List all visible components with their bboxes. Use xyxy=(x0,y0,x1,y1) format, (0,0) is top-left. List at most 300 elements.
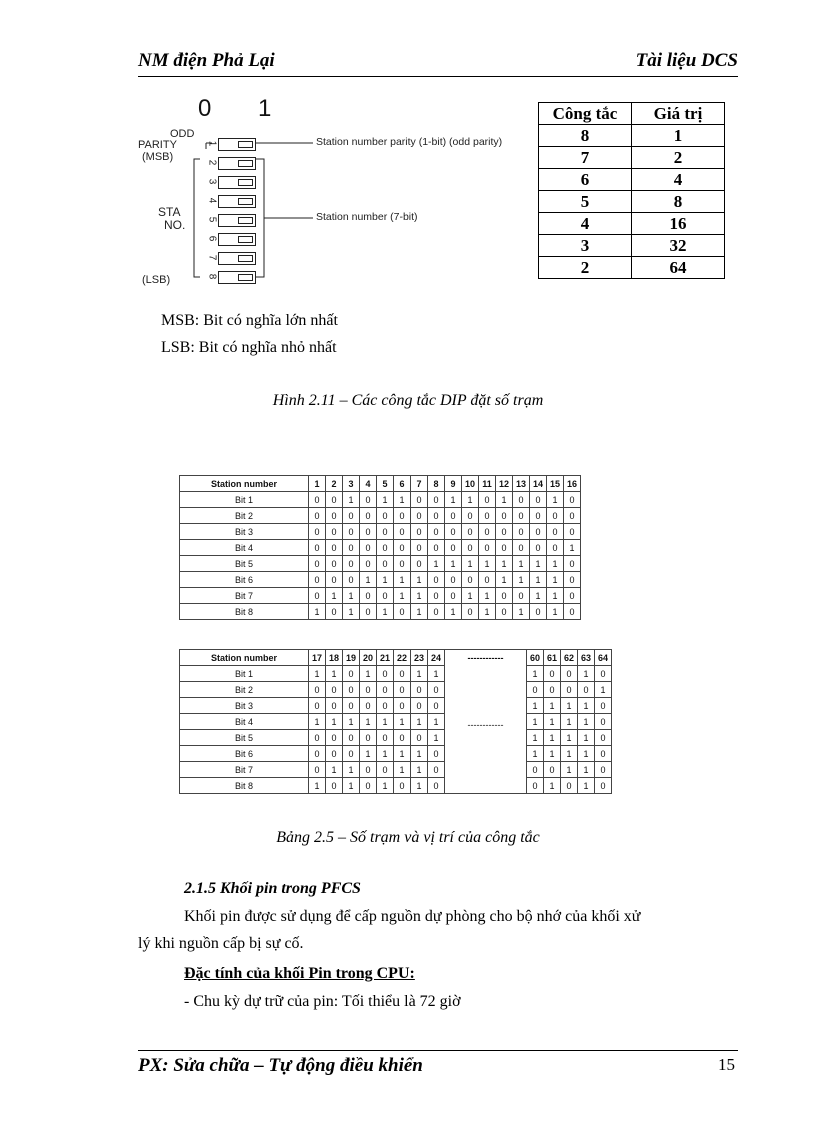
bit-cell: 0 xyxy=(343,556,360,572)
bit-cell: 1 xyxy=(479,556,496,572)
bit-cell: 1 xyxy=(561,714,578,730)
bit-cell: 1 xyxy=(479,588,496,604)
gap-cell xyxy=(445,698,527,714)
value-table-row xyxy=(539,169,725,191)
dip-switch-5 xyxy=(218,214,256,227)
column-header: 12 xyxy=(496,476,513,492)
bit-cell: 0 xyxy=(496,588,513,604)
page-header xyxy=(138,50,738,74)
column-header: 9 xyxy=(445,476,462,492)
station-table-2 xyxy=(179,649,612,794)
bit-cell: 1 xyxy=(544,778,561,794)
bit-cell: 0 xyxy=(530,492,547,508)
bit-cell: 0 xyxy=(564,524,581,540)
bit-cell: 0 xyxy=(496,508,513,524)
bit-cell: 0 xyxy=(326,604,343,620)
bit-cell: 0 xyxy=(479,572,496,588)
bit-cell: 0 xyxy=(411,556,428,572)
value-cell: 64 xyxy=(632,257,725,279)
col-1-label: 1 xyxy=(258,95,272,122)
bit-cell: 0 xyxy=(309,698,326,714)
switch-cell: 8 xyxy=(539,125,632,147)
bit-cell: 1 xyxy=(411,666,428,682)
column-header: 8 xyxy=(428,476,445,492)
bit-cell: 0 xyxy=(343,572,360,588)
paragraph-line-1: Khối pin được sử dụng để cấp nguồn dự phòng cho bộ nhớ của khối xử xyxy=(184,908,641,925)
bit-cell: 0 xyxy=(530,524,547,540)
bit-cell: 1 xyxy=(343,588,360,604)
bit-cell: 0 xyxy=(360,730,377,746)
bit-cell: 1 xyxy=(527,666,544,682)
switch-number-3: 3 xyxy=(206,178,218,185)
table-row xyxy=(180,572,581,588)
bit-cell: 1 xyxy=(343,492,360,508)
bit-cell: 1 xyxy=(377,714,394,730)
row-label: Bit 5 xyxy=(180,556,309,572)
bit-cell: 0 xyxy=(377,698,394,714)
bit-cell: 0 xyxy=(428,746,445,762)
bit-cell: 0 xyxy=(394,508,411,524)
bit-cell: 0 xyxy=(360,682,377,698)
table-header-row xyxy=(180,650,612,666)
bit-cell: 0 xyxy=(428,508,445,524)
value-table-header-value: Giá trị xyxy=(632,103,725,125)
bit-cell: 1 xyxy=(343,762,360,778)
column-header: 15 xyxy=(547,476,564,492)
bit-cell: 1 xyxy=(445,492,462,508)
row-label: Bit 7 xyxy=(180,588,309,604)
value-cell: 2 xyxy=(632,147,725,169)
bit-cell: 0 xyxy=(394,698,411,714)
bit-cell: 1 xyxy=(428,556,445,572)
bit-cell: 0 xyxy=(530,604,547,620)
bit-cell: 0 xyxy=(561,682,578,698)
bit-cell: 1 xyxy=(547,556,564,572)
bit-cell: 0 xyxy=(428,604,445,620)
switch-number-8: 8 xyxy=(206,273,218,280)
bit-cell: 1 xyxy=(527,714,544,730)
bit-cell: 1 xyxy=(547,572,564,588)
table-row xyxy=(180,666,612,682)
no-label: NO. xyxy=(164,218,186,232)
table-row xyxy=(180,746,612,762)
bit-cell: 1 xyxy=(530,588,547,604)
gap-cell xyxy=(445,778,527,794)
parity-label: PARITY xyxy=(138,139,177,151)
bit-cell: 1 xyxy=(411,588,428,604)
bit-cell: 0 xyxy=(360,492,377,508)
section-heading: 2.1.5 Khối pin trong PFCS xyxy=(184,880,361,897)
bit-cell: 0 xyxy=(564,604,581,620)
value-table-row xyxy=(539,147,725,169)
row-label: Bit 8 xyxy=(180,778,309,794)
bit-cell: 1 xyxy=(564,540,581,556)
bit-cell: 0 xyxy=(394,604,411,620)
value-table-row xyxy=(539,191,725,213)
switch-cell: 6 xyxy=(539,169,632,191)
bit-cell: 1 xyxy=(561,730,578,746)
row-label: Bit 6 xyxy=(180,572,309,588)
bit-cell: 1 xyxy=(377,604,394,620)
bit-cell: 0 xyxy=(326,540,343,556)
bit-cell: 0 xyxy=(360,524,377,540)
bit-cell: 0 xyxy=(428,762,445,778)
bit-cell: 0 xyxy=(411,524,428,540)
header-label: Station number xyxy=(180,476,309,492)
row-label: Bit 1 xyxy=(180,492,309,508)
bit-cell: 0 xyxy=(411,698,428,714)
bit-cell: 0 xyxy=(326,698,343,714)
value-table-row xyxy=(539,213,725,235)
bit-cell: 0 xyxy=(326,746,343,762)
table-header-row xyxy=(180,476,581,492)
col-0-label: 0 xyxy=(198,95,212,122)
header-right: Tài liệu DCS xyxy=(635,50,738,71)
bit-cell: 0 xyxy=(309,508,326,524)
bit-cell: 1 xyxy=(527,730,544,746)
column-header: 11 xyxy=(479,476,496,492)
bit-cell: 0 xyxy=(343,698,360,714)
column-header: 7 xyxy=(411,476,428,492)
column-header: 16 xyxy=(564,476,581,492)
bit-cell: 1 xyxy=(411,746,428,762)
bit-cell: 0 xyxy=(561,666,578,682)
bit-cell: 0 xyxy=(309,572,326,588)
gap-cell: ------------ xyxy=(445,714,527,730)
bit-cell: 0 xyxy=(394,540,411,556)
bit-cell: 1 xyxy=(377,778,394,794)
bit-cell: 0 xyxy=(547,540,564,556)
bit-cell: 0 xyxy=(445,588,462,604)
dip-switch-4 xyxy=(218,195,256,208)
bit-cell: 1 xyxy=(343,778,360,794)
bit-cell: 0 xyxy=(360,698,377,714)
bit-cell: 0 xyxy=(547,508,564,524)
bit-cell: 0 xyxy=(377,762,394,778)
bit-cell: 1 xyxy=(309,714,326,730)
bit-cell: 0 xyxy=(411,540,428,556)
column-header: 5 xyxy=(377,476,394,492)
bit-cell: 0 xyxy=(445,524,462,540)
number-description: Station number (7-bit) xyxy=(316,211,418,223)
bit-cell: 1 xyxy=(326,588,343,604)
bit-cell: 0 xyxy=(360,556,377,572)
bit-cell: 1 xyxy=(513,604,530,620)
column-header: 61 xyxy=(544,650,561,666)
bit-cell: 1 xyxy=(445,604,462,620)
bit-cell: 1 xyxy=(544,698,561,714)
table-row xyxy=(180,492,581,508)
dip-switch-7 xyxy=(218,252,256,265)
table-row xyxy=(180,540,581,556)
table-row xyxy=(180,588,581,604)
bit-cell: 1 xyxy=(561,746,578,762)
column-header: 62 xyxy=(561,650,578,666)
bit-cell: 0 xyxy=(513,492,530,508)
bit-cell: 0 xyxy=(428,524,445,540)
bit-cell: 0 xyxy=(309,682,326,698)
column-header: 63 xyxy=(578,650,595,666)
column-header: 10 xyxy=(462,476,479,492)
switch-number-4: 4 xyxy=(206,197,218,204)
bit-cell: 0 xyxy=(343,666,360,682)
bit-cell: 0 xyxy=(411,492,428,508)
bit-cell: 0 xyxy=(496,524,513,540)
bit-cell: 1 xyxy=(360,746,377,762)
column-header: 23 xyxy=(411,650,428,666)
bit-cell: 0 xyxy=(462,540,479,556)
bit-cell: 0 xyxy=(326,508,343,524)
row-label: Bit 2 xyxy=(180,508,309,524)
bit-cell: 0 xyxy=(309,492,326,508)
bit-cell: 0 xyxy=(309,730,326,746)
column-header: 24 xyxy=(428,650,445,666)
column-header: 13 xyxy=(513,476,530,492)
switch-knob xyxy=(238,179,253,186)
bit-cell: 1 xyxy=(462,556,479,572)
bit-cell: 1 xyxy=(360,666,377,682)
bit-cell: 0 xyxy=(360,588,377,604)
bit-cell: 0 xyxy=(527,762,544,778)
bit-cell: 1 xyxy=(309,604,326,620)
bit-cell: 1 xyxy=(428,666,445,682)
bit-cell: 1 xyxy=(411,714,428,730)
bit-cell: 1 xyxy=(547,604,564,620)
switch-number-5: 5 xyxy=(206,216,218,223)
gap-cell xyxy=(445,730,527,746)
bit-cell: 0 xyxy=(377,524,394,540)
bit-cell: 1 xyxy=(513,572,530,588)
switch-knob xyxy=(238,141,253,148)
switch-knob xyxy=(238,255,253,262)
bit-cell: 0 xyxy=(343,746,360,762)
column-header: 19 xyxy=(343,650,360,666)
column-header: 17 xyxy=(309,650,326,666)
bit-cell: 1 xyxy=(527,746,544,762)
bit-cell: 0 xyxy=(326,492,343,508)
table-row xyxy=(180,524,581,540)
bit-cell: 1 xyxy=(513,556,530,572)
bit-cell: 0 xyxy=(394,666,411,682)
value-table-header-switch: Công tắc xyxy=(539,103,632,125)
bit-cell: 1 xyxy=(530,556,547,572)
bit-cell: 0 xyxy=(326,682,343,698)
column-header: 1 xyxy=(309,476,326,492)
bit-cell: 0 xyxy=(411,730,428,746)
header-rule xyxy=(138,76,738,77)
bit-cell: 0 xyxy=(360,604,377,620)
bit-cell: 1 xyxy=(326,666,343,682)
column-header: 21 xyxy=(377,650,394,666)
msb-label: (MSB) xyxy=(142,151,174,163)
bit-cell: 0 xyxy=(428,492,445,508)
bit-cell: 0 xyxy=(343,524,360,540)
bit-cell: 0 xyxy=(513,588,530,604)
bit-cell: 0 xyxy=(394,778,411,794)
bit-cell: 0 xyxy=(428,540,445,556)
bit-cell: 0 xyxy=(595,666,612,682)
bit-cell: 0 xyxy=(360,762,377,778)
row-label: Bit 7 xyxy=(180,762,309,778)
switch-knob xyxy=(238,236,253,243)
value-table-row xyxy=(539,125,725,147)
row-label: Bit 8 xyxy=(180,604,309,620)
bit-cell: 0 xyxy=(309,524,326,540)
bit-cell: 1 xyxy=(527,698,544,714)
bit-cell: 1 xyxy=(544,714,561,730)
bit-cell: 0 xyxy=(377,666,394,682)
page-number: 15 xyxy=(718,1055,735,1074)
row-label: Bit 1 xyxy=(180,666,309,682)
bit-cell: 0 xyxy=(411,682,428,698)
bit-cell: 0 xyxy=(377,588,394,604)
bit-cell: 0 xyxy=(564,572,581,588)
bit-cell: 0 xyxy=(428,698,445,714)
switch-cell: 5 xyxy=(539,191,632,213)
value-table-row xyxy=(539,257,725,279)
header-label: Station number xyxy=(180,650,309,666)
footer-left: PX: Sửa chữa – Tự động điều khiển xyxy=(138,1055,423,1076)
gap-cell xyxy=(445,682,527,698)
bit-cell: 0 xyxy=(527,778,544,794)
bit-cell: 0 xyxy=(377,540,394,556)
column-header: 6 xyxy=(394,476,411,492)
bit-cell: 0 xyxy=(360,778,377,794)
bit-cell: 1 xyxy=(561,762,578,778)
gap-cell xyxy=(445,762,527,778)
dip-switch-diagram xyxy=(138,95,538,295)
bit-cell: 0 xyxy=(343,730,360,746)
dip-switch-1 xyxy=(218,138,256,151)
bit-cell: 1 xyxy=(394,746,411,762)
dip-bracket-lines xyxy=(138,95,538,295)
header-left: NM điện Phả Lại xyxy=(138,50,275,71)
bit-cell: 0 xyxy=(428,572,445,588)
switch-number-2: 2 xyxy=(206,159,218,166)
bit-cell: 0 xyxy=(513,508,530,524)
column-header: 2 xyxy=(326,476,343,492)
value-cell: 32 xyxy=(632,235,725,257)
switch-knob xyxy=(238,198,253,205)
bit-cell: 0 xyxy=(326,572,343,588)
switch-cell: 7 xyxy=(539,147,632,169)
bit-cell: 0 xyxy=(530,540,547,556)
bit-cell: 0 xyxy=(377,682,394,698)
bit-cell: 1 xyxy=(496,556,513,572)
gap-cell xyxy=(445,746,527,762)
bit-cell: 1 xyxy=(411,604,428,620)
bit-cell: 0 xyxy=(411,508,428,524)
bit-cell: 0 xyxy=(394,524,411,540)
bit-cell: 0 xyxy=(513,540,530,556)
sta-label: STA xyxy=(158,205,181,219)
switch-cell: 2 xyxy=(539,257,632,279)
row-label: Bit 4 xyxy=(180,540,309,556)
column-header: 60 xyxy=(527,650,544,666)
bit-cell: 1 xyxy=(343,604,360,620)
bit-cell: 0 xyxy=(326,524,343,540)
switch-cell: 4 xyxy=(539,213,632,235)
bit-cell: 0 xyxy=(595,746,612,762)
bit-cell: 0 xyxy=(394,682,411,698)
odd-label: ODD xyxy=(170,128,195,140)
bit-cell: 1 xyxy=(578,698,595,714)
bit-cell: 0 xyxy=(309,540,326,556)
bit-cell: 1 xyxy=(578,666,595,682)
dip-switch-6 xyxy=(218,233,256,246)
bit-cell: 1 xyxy=(547,492,564,508)
row-label: Bit 5 xyxy=(180,730,309,746)
bit-cell: 1 xyxy=(547,588,564,604)
bit-cell: 0 xyxy=(428,778,445,794)
bit-cell: 1 xyxy=(578,746,595,762)
column-header: 14 xyxy=(530,476,547,492)
bit-cell: 0 xyxy=(343,508,360,524)
bit-cell: 1 xyxy=(428,714,445,730)
bit-cell: 0 xyxy=(513,524,530,540)
station-table-1 xyxy=(179,475,581,620)
bit-cell: 0 xyxy=(326,556,343,572)
bit-cell: 1 xyxy=(377,572,394,588)
row-label: Bit 4 xyxy=(180,714,309,730)
bit-cell: 1 xyxy=(428,730,445,746)
bit-cell: 0 xyxy=(544,762,561,778)
switch-knob xyxy=(238,274,253,281)
bit-cell: 0 xyxy=(530,508,547,524)
bit-cell: 0 xyxy=(479,508,496,524)
value-cell: 1 xyxy=(632,125,725,147)
bit-cell: 1 xyxy=(394,492,411,508)
bit-cell: 0 xyxy=(564,508,581,524)
bit-cell: 0 xyxy=(445,540,462,556)
bit-cell: 1 xyxy=(496,492,513,508)
switch-value-table xyxy=(538,102,725,279)
value-cell: 8 xyxy=(632,191,725,213)
bit-cell: 0 xyxy=(595,762,612,778)
row-label: Bit 3 xyxy=(180,698,309,714)
table-row xyxy=(180,556,581,572)
bit-cell: 1 xyxy=(578,778,595,794)
table-row xyxy=(180,698,612,714)
column-header: 20 xyxy=(360,650,377,666)
bit-cell: 0 xyxy=(462,572,479,588)
bit-cell: 1 xyxy=(561,698,578,714)
bit-cell: 0 xyxy=(544,682,561,698)
bit-cell: 0 xyxy=(309,556,326,572)
bit-cell: 1 xyxy=(360,714,377,730)
bit-cell: 0 xyxy=(360,508,377,524)
bit-cell: 0 xyxy=(578,682,595,698)
bit-cell: 1 xyxy=(578,762,595,778)
bit-cell: 1 xyxy=(411,572,428,588)
bit-cell: 0 xyxy=(564,492,581,508)
bit-cell: 1 xyxy=(445,556,462,572)
bit-cell: 0 xyxy=(360,540,377,556)
value-table-row xyxy=(539,235,725,257)
bit-cell: 0 xyxy=(479,524,496,540)
bit-cell: 0 xyxy=(326,730,343,746)
figure-caption: Hình 2.11 – Các công tắc DIP đặt số trạm xyxy=(272,392,544,409)
row-label: Bit 6 xyxy=(180,746,309,762)
bit-cell: 0 xyxy=(496,540,513,556)
column-header: 22 xyxy=(394,650,411,666)
bit-cell: 0 xyxy=(394,730,411,746)
bit-cell: 1 xyxy=(595,682,612,698)
table-row xyxy=(180,604,581,620)
table-row xyxy=(180,508,581,524)
column-header: 3 xyxy=(343,476,360,492)
bit-cell: 1 xyxy=(544,746,561,762)
